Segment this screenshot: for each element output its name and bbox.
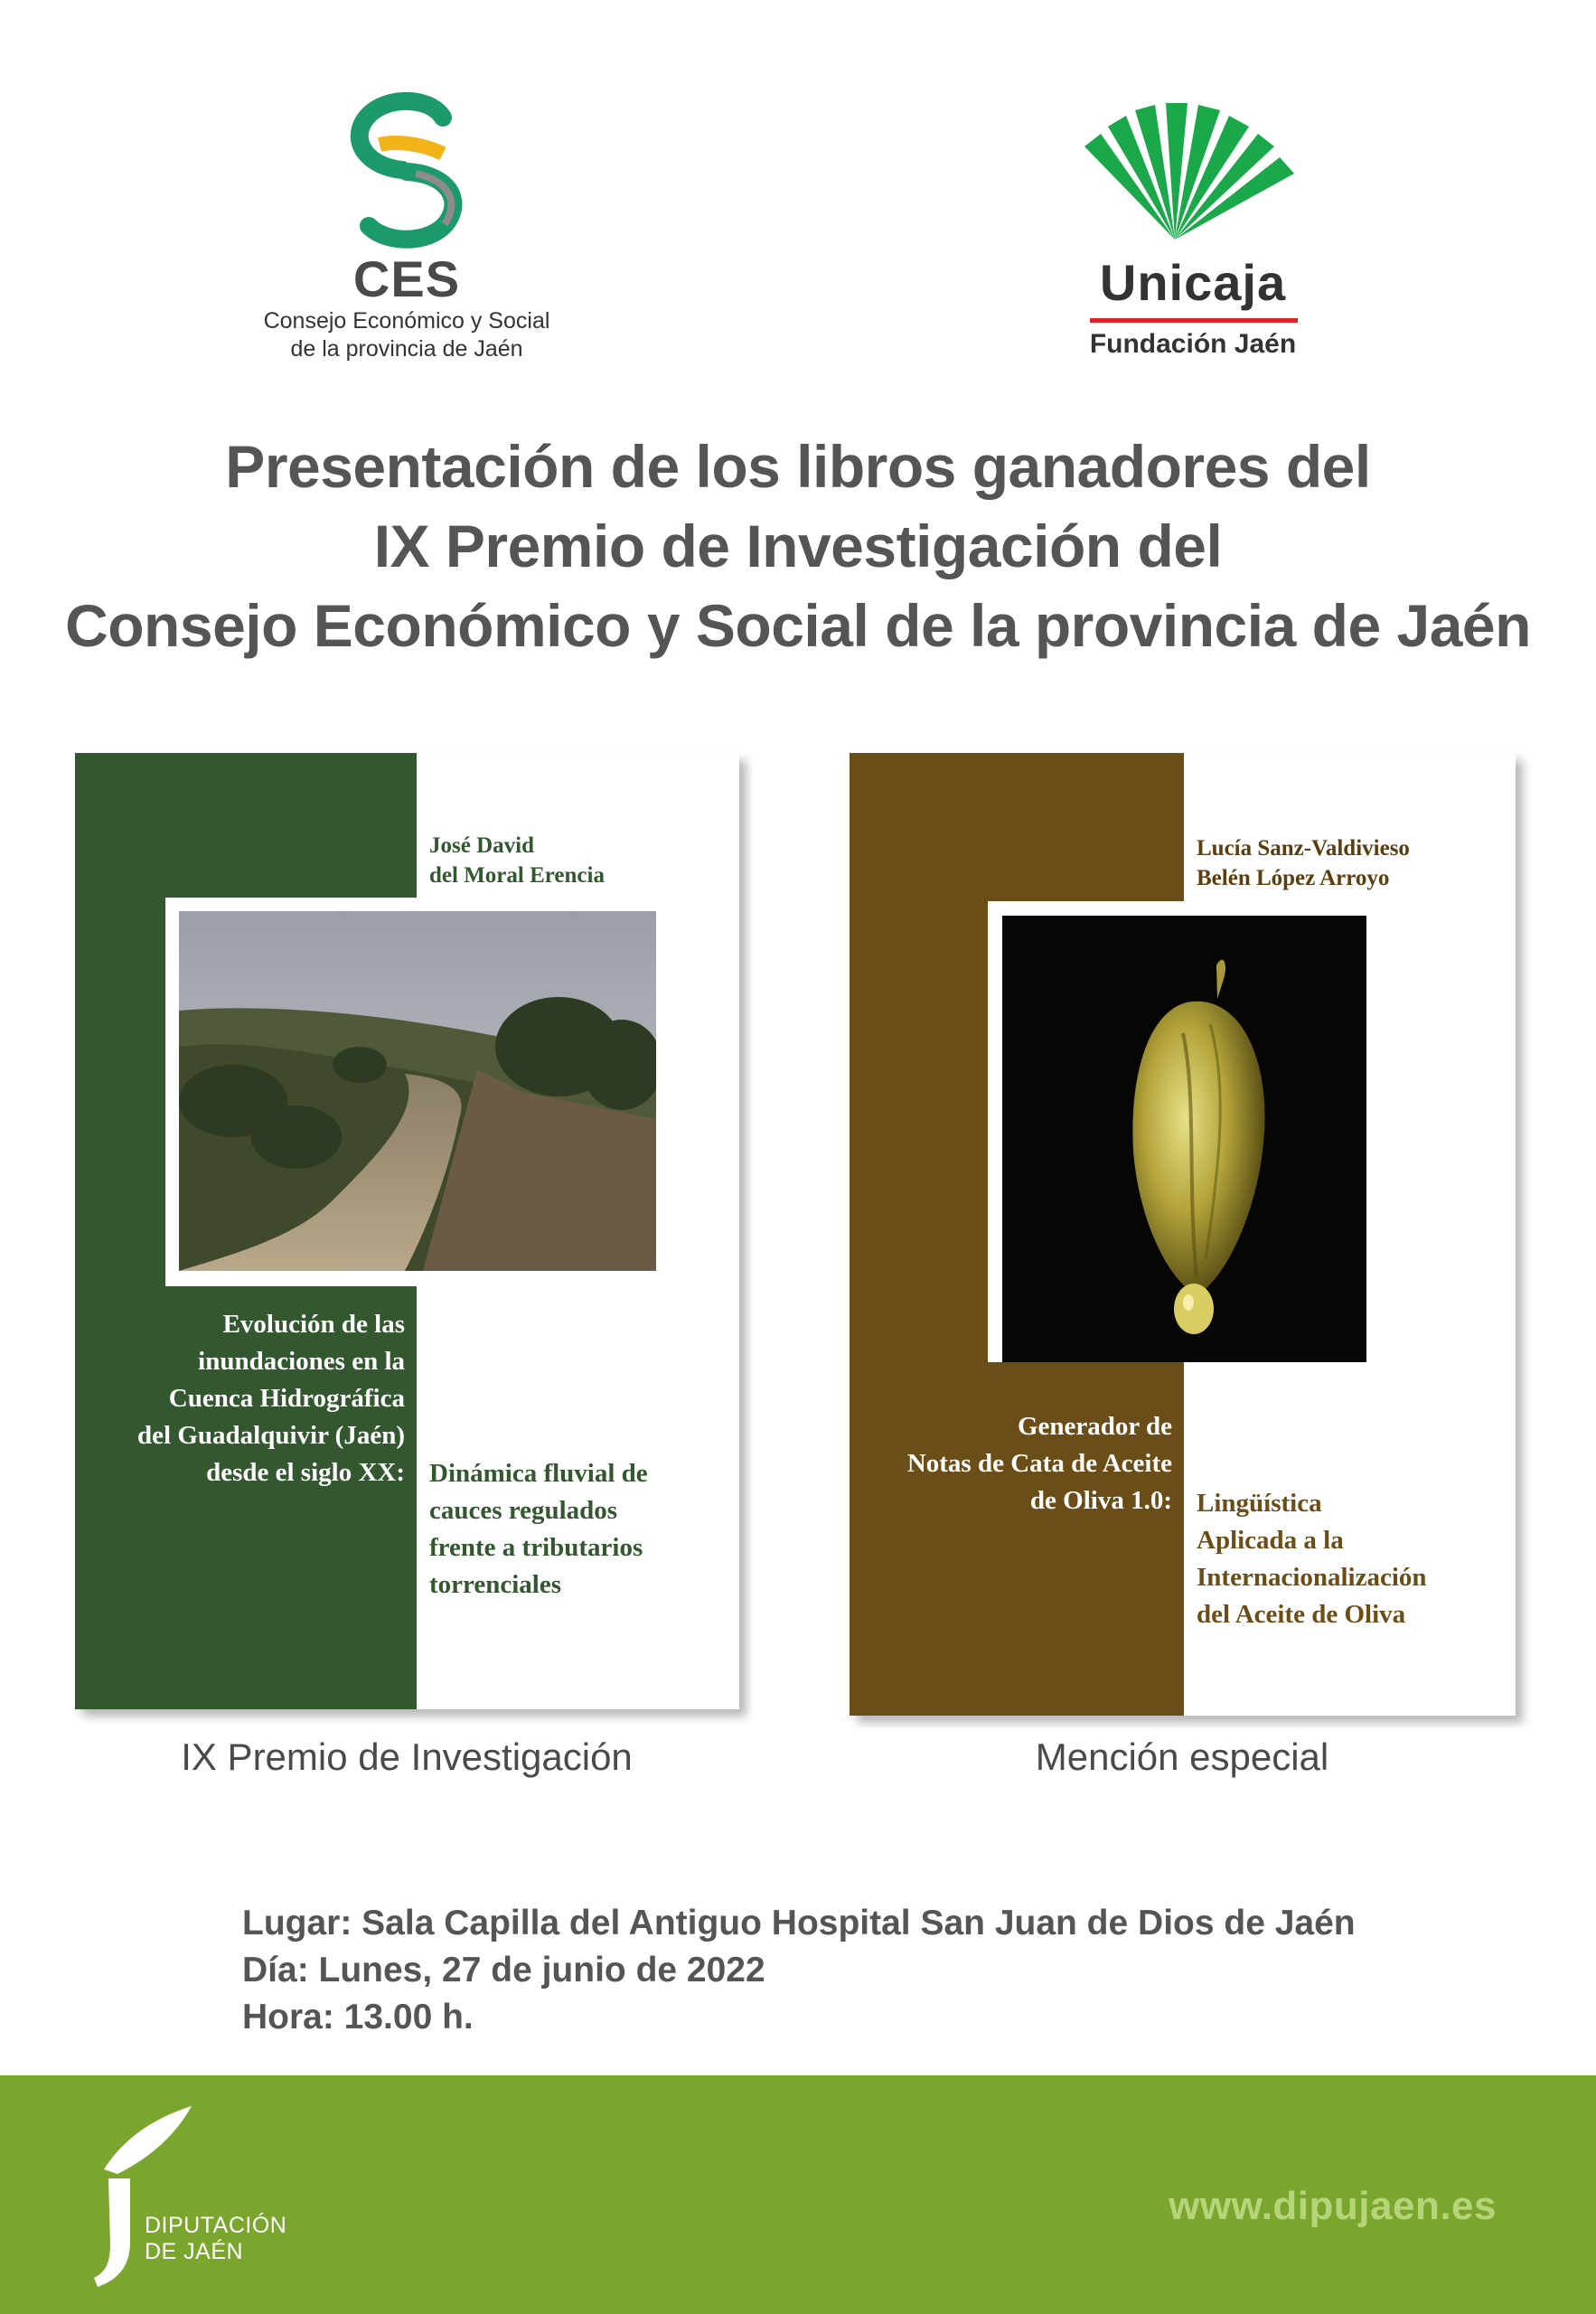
- unicaja-divider: [1090, 318, 1298, 323]
- author-line: Lucía Sanz-Valdivieso: [1197, 836, 1410, 861]
- footer: [0, 2075, 1596, 2314]
- unicaja-logo: [1057, 99, 1328, 371]
- title-line: inundaciones en la: [198, 1347, 405, 1376]
- title-line: Generador de: [1017, 1412, 1172, 1441]
- book-title: [868, 1408, 1172, 1519]
- ces-logo: [244, 90, 569, 371]
- title-line-2: IX Premio de Investigación del: [373, 513, 1223, 579]
- subtitle-line: Dinámica fluvial de: [429, 1459, 648, 1488]
- subtitle-line: frente a tributarios: [429, 1533, 643, 1562]
- diputacion-logo: [90, 2106, 325, 2287]
- book-subtitle: [1197, 1485, 1504, 1633]
- title-line: Notas de Cata de Aceite: [906, 1449, 1172, 1478]
- unicaja-fan-icon: [1084, 99, 1301, 244]
- diputacion-name: [145, 2213, 286, 2265]
- event-place: Lugar: Sala Capilla del Antiguo Hospital San Juan de Dios de Jaén: [242, 1904, 1356, 1942]
- ces-acronym: CES: [352, 250, 461, 307]
- title-line-1: Presentación de los libros ganadores del: [225, 433, 1371, 500]
- ces-fullname: [244, 307, 569, 363]
- org-line: DIPUTACIÓN: [145, 2213, 287, 2238]
- book-author: [429, 831, 728, 890]
- unicaja-name: Unicaja: [1099, 254, 1287, 311]
- cover-photo-olive-drop: [1002, 916, 1366, 1362]
- event-time: Hora: 13.00 h.: [242, 1998, 474, 2037]
- event-day: Día: Lunes, 27 de junio de 2022: [242, 1951, 765, 1989]
- org-line: DE JAÉN: [145, 2239, 244, 2264]
- book-caption-2: Mención especial: [1035, 1736, 1329, 1778]
- title-line: del Guadalquivir (Jaén): [137, 1421, 405, 1450]
- unicaja-subtitle: Fundación Jaén: [1089, 329, 1297, 359]
- title-line: Evolución de las: [222, 1310, 405, 1339]
- author-line: José David: [429, 833, 534, 858]
- title-line-3: Consejo Económico y Social de la provincia de Jaén: [65, 592, 1531, 659]
- title-line: de Oliva 1.0:: [1029, 1486, 1172, 1515]
- subtitle-line: torrenciales: [429, 1570, 562, 1599]
- book-title: [93, 1306, 405, 1491]
- cover-photo-flooded-river: [179, 911, 656, 1271]
- book-caption-1: IX Premio de Investigación: [181, 1736, 633, 1778]
- title-line: Cuenca Hidrográfica: [168, 1384, 405, 1413]
- event-info: [242, 1900, 1356, 2041]
- subtitle-line: Internacionalización: [1197, 1563, 1427, 1592]
- book-cover-1: [75, 753, 739, 1709]
- ces-emblem-icon: [343, 90, 470, 253]
- website-link[interactable]: www.dipujaen.es: [1169, 2184, 1497, 2228]
- subtitle-line: Lingüística: [1197, 1489, 1322, 1518]
- page-title: [0, 427, 1596, 665]
- title-line: desde el siglo XX:: [206, 1458, 405, 1487]
- book-subtitle: [429, 1455, 718, 1604]
- ces-fullname-line1: Consejo Económico y Social: [263, 308, 550, 334]
- author-line: Belén López Arroyo: [1197, 866, 1390, 890]
- subtitle-line: cauces regulados: [429, 1496, 618, 1525]
- book-author: [1197, 833, 1504, 893]
- subtitle-line: del Aceite de Oliva: [1197, 1600, 1406, 1629]
- subtitle-line: Aplicada a la: [1197, 1526, 1344, 1555]
- ces-fullname-line2: de la provincia de Jaén: [290, 336, 523, 362]
- author-line: del Moral Erencia: [429, 863, 605, 888]
- book-cover-2: [850, 753, 1516, 1716]
